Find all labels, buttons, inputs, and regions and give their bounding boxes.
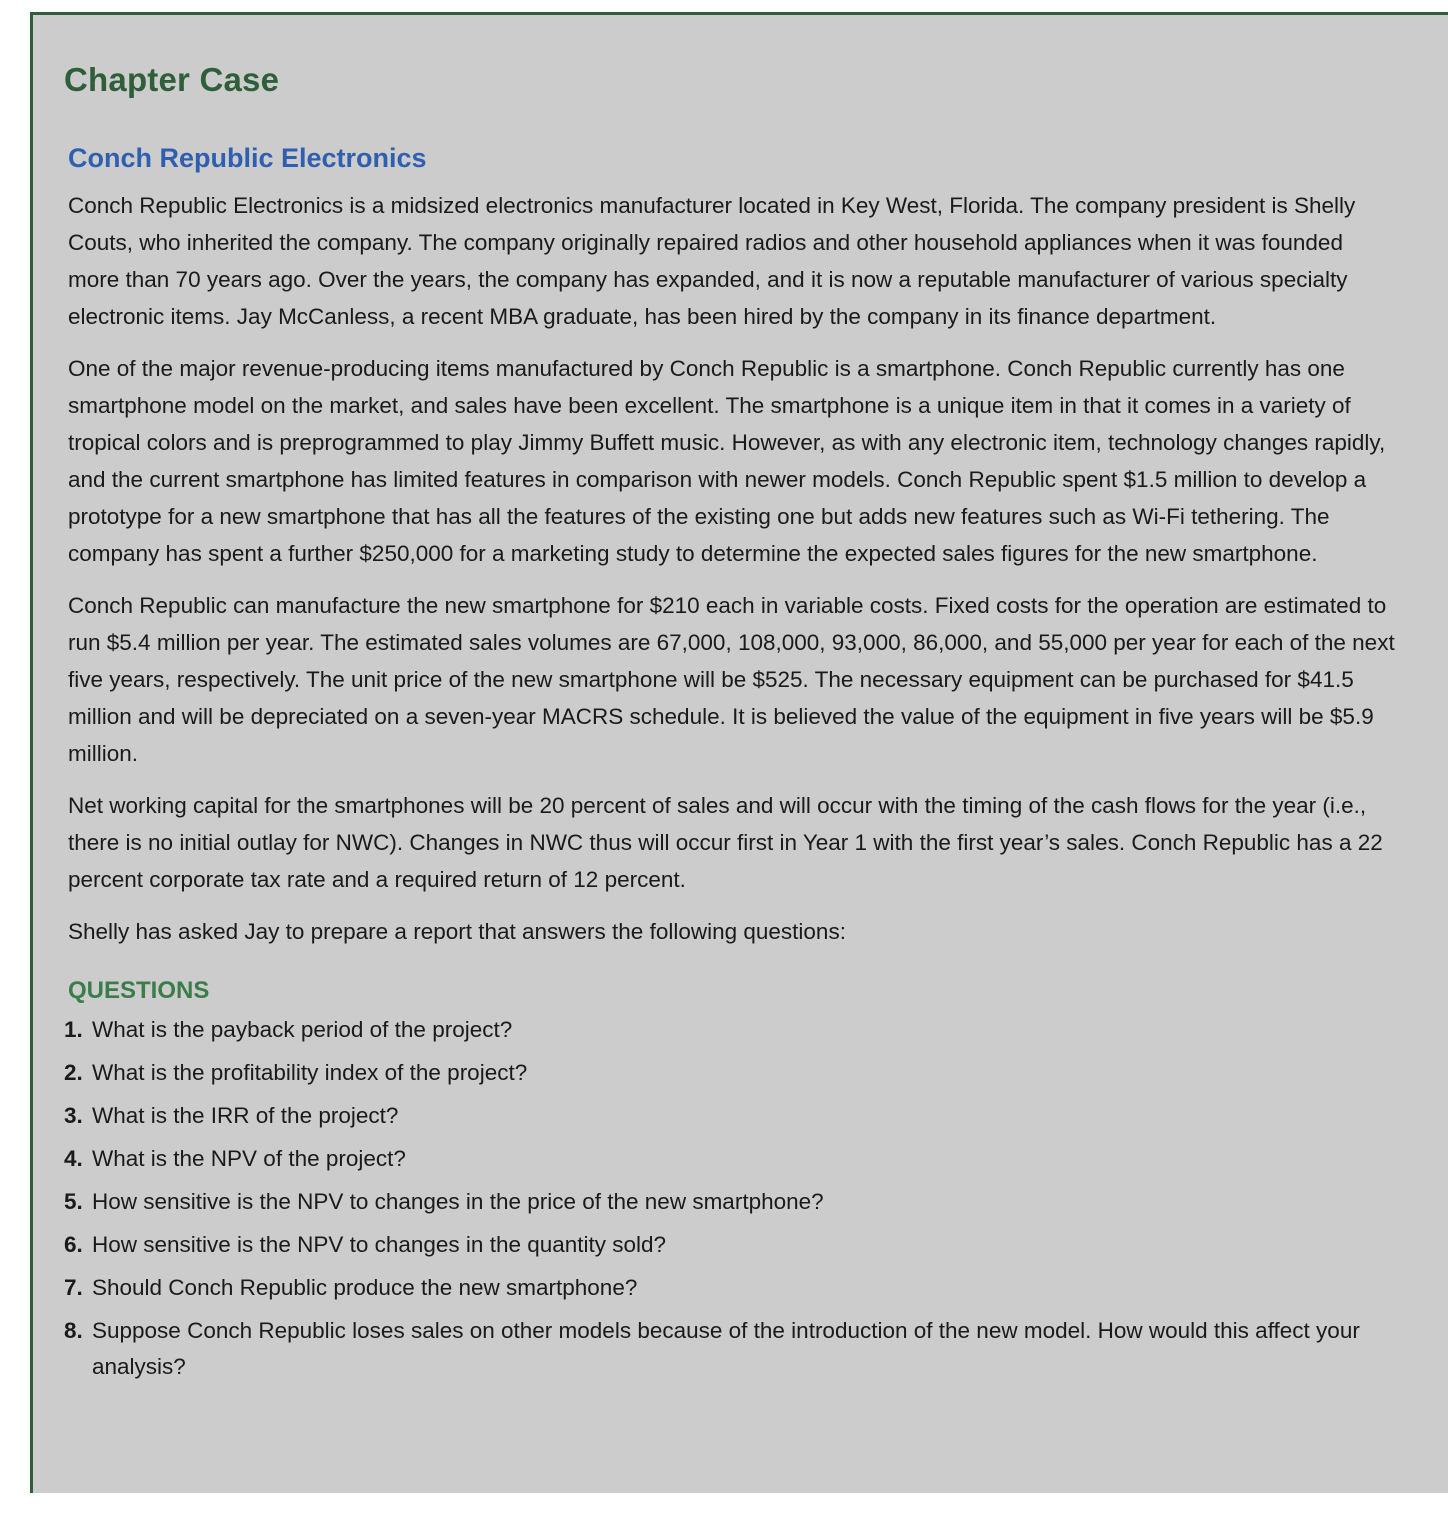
case-paragraph-costs: Conch Republic can manufacture the new smartphone for $210 each in variable costs. Fixed costs for the operation are estimated to run $5.4 million per year. The estimated sales volumes are 67,000, 108,000, 93,000, 86,000, and 55,000 per year for each of the next five years, respectively. The unit price of the new smartphone will be $525. The necessary equipment can be purchased for $41.5 million and will be depreciated on a seven-year MACRS schedule. It is believed the value of the equipment in five years will be $5.9 million.	[68, 593, 1395, 766]
case-paragraph-nwc: Net working capital for the smartphones will be 20 percent of sales and will occur with the timing of the cash flows for the year (i.e., there is no initial outlay for NWC). Changes in NWC thus will occur first in Year 1 with the first year’s sales. Conch Republic has a 22 percent corporate tax rate and a required return of 12 percent.	[68, 793, 1383, 892]
question-text: What is the profitability index of the project?	[92, 1060, 528, 1085]
question-item	[64, 1184, 1394, 1220]
questions-list	[64, 1012, 1394, 1385]
question-number: 4.	[64, 1146, 83, 1171]
question-item	[64, 1012, 1394, 1048]
question-item	[64, 1141, 1394, 1177]
question-text: What is the IRR of the project?	[92, 1103, 399, 1128]
question-number: 5.	[64, 1189, 83, 1214]
question-item	[64, 1313, 1394, 1385]
question-item	[64, 1055, 1394, 1091]
question-number: 8.	[64, 1318, 83, 1343]
company-title: Conch Republic Electronics	[68, 143, 427, 173]
question-number: 6.	[64, 1232, 83, 1257]
question-text: Suppose Conch Republic loses sales on other models because of the introduction of the new model. How would this affect your analysis?	[92, 1318, 1360, 1379]
case-paragraph-request: Shelly has asked Jay to prepare a report that answers the following questions:	[68, 919, 846, 944]
question-number: 1.	[64, 1017, 83, 1042]
question-text: How sensitive is the NPV to changes in the quantity sold?	[92, 1232, 667, 1257]
question-text: Should Conch Republic produce the new smartphone?	[92, 1275, 638, 1300]
question-item	[64, 1270, 1394, 1306]
question-text: What is the payback period of the project?	[92, 1017, 513, 1042]
question-item	[64, 1098, 1394, 1134]
chapter-case-box	[30, 12, 1448, 1493]
question-text: What is the NPV of the project?	[92, 1146, 406, 1171]
question-number: 2.	[64, 1060, 83, 1085]
case-paragraph-smartphone: One of the major revenue-producing items manufactured by Conch Republic is a smartphone. Conch Republic currently has one smartphone model on the market, and sales have been excellent. The smartphone is a unique item in that it comes in a variety of tropical colors and is preprogrammed to play Jimmy Buffett music. However, as with any electronic item, technology changes rapidly, and the current smartphone has limited features in comparison with newer models. Conch Republic spent $1.5 million to develop a prototype for a new smartphone that has all the features of the existing one but adds new features such as Wi-Fi tethering. The company has spent a further $250,000 for a marketing study to determine the expected sales figures for the new smartphone.	[68, 356, 1386, 566]
question-item	[64, 1227, 1394, 1263]
question-text: How sensitive is the NPV to changes in the price of the new smartphone?	[92, 1189, 824, 1214]
questions-heading: QUESTIONS	[68, 977, 210, 1004]
question-number: 3.	[64, 1103, 83, 1128]
chapter-case-title: Chapter Case	[64, 61, 280, 98]
case-paragraph-intro: Conch Republic Electronics is a midsized electronics manufacturer located in Key West, Florida. The company president is Shelly Couts, who inherited the company. The company originally repaired radios and other household appliances when it was founded more than 70 years ago. Over the years, the company has expanded, and it is now a reputable manufacturer of various specialty electronic items. Jay McCanless, a recent MBA graduate, has been hired by the company in its finance department.	[68, 193, 1356, 329]
case-content	[64, 139, 1398, 1392]
question-number: 7.	[64, 1275, 83, 1300]
